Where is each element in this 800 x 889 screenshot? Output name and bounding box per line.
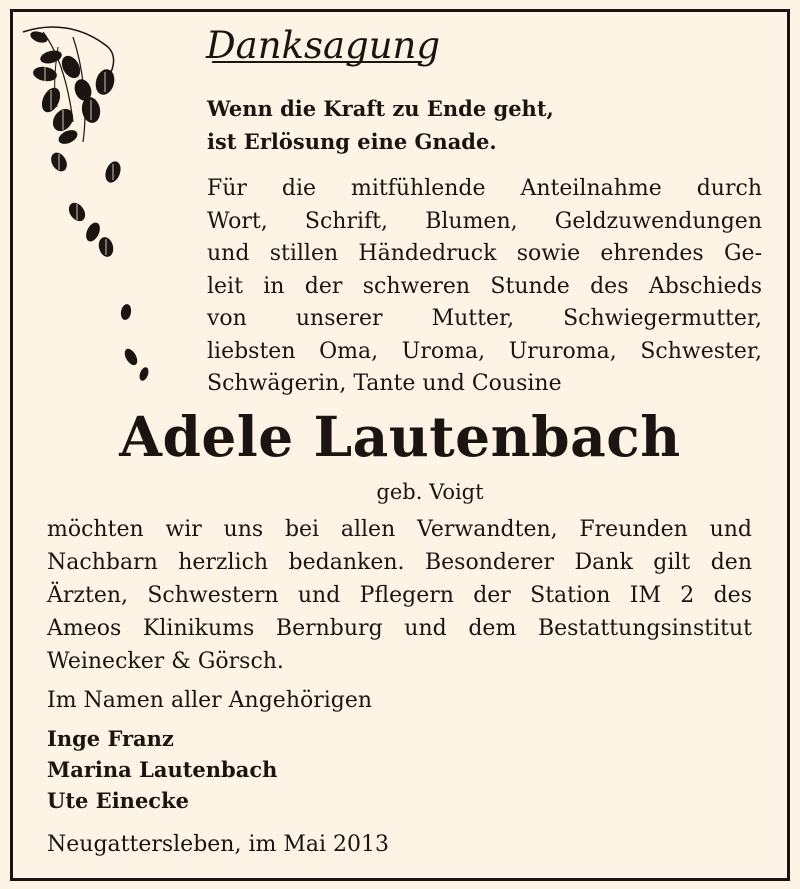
signers-list bbox=[47, 723, 277, 816]
body-line: Weinecker & Görsch. bbox=[47, 649, 284, 674]
body-line: Ärzten, Schwestern und Pflegern der Station IM 2 des bbox=[47, 583, 752, 608]
thanks-line: liebsten Oma, Uroma, Ururoma, Schwester, bbox=[207, 338, 762, 364]
obituary-notice bbox=[10, 9, 790, 881]
signer-name: Ute Einecke bbox=[47, 788, 189, 813]
heading-danksagung: Danksagung bbox=[206, 24, 441, 67]
place-date: Neugattersleben, im Mai 2013 bbox=[47, 832, 390, 857]
thanks-line: Schwägerin, Tante und Cousine bbox=[207, 371, 562, 396]
thanks-line: Wort, Schrift, Blumen, Geldzuwendungen bbox=[207, 208, 762, 234]
birch-branch-leaves-icon bbox=[13, 12, 173, 412]
signer-name: Marina Lautenbach bbox=[47, 757, 278, 782]
thanks-line: leit in der schweren Stunde des Abschieds bbox=[207, 273, 762, 299]
body-paragraph bbox=[47, 513, 752, 678]
thanks-line: Für die mitfühlende Anteilnahme durch bbox=[207, 176, 762, 201]
thanks-paragraph bbox=[207, 173, 762, 401]
motto bbox=[207, 92, 767, 158]
motto-line: Wenn die Kraft zu Ende geht, bbox=[207, 96, 554, 121]
body-line: möchten wir uns bei allen Verwandten, Freunden und bbox=[47, 517, 752, 542]
birth-name-row bbox=[13, 478, 787, 506]
body-line: Nachbarn herzlich bedanken. Besonderer Dank gilt den bbox=[47, 550, 752, 575]
signer-name: Inge Franz bbox=[47, 726, 174, 751]
body-line: Ameos Klinikums Bernburg und dem Bestattungsinstitut bbox=[47, 616, 752, 641]
birth-name: geb. Voigt bbox=[376, 480, 484, 504]
deceased-name: Adele Lautenbach bbox=[119, 404, 681, 469]
motto-line: ist Erlösung eine Gnade. bbox=[207, 129, 497, 154]
signature-intro: Im Namen aller Angehörigen bbox=[47, 688, 373, 713]
thanks-line: und stillen Händedruck sowie ehrendes Ge- bbox=[207, 241, 762, 266]
thanks-line: von unserer Mutter, Schwiegermutter, bbox=[207, 306, 762, 331]
